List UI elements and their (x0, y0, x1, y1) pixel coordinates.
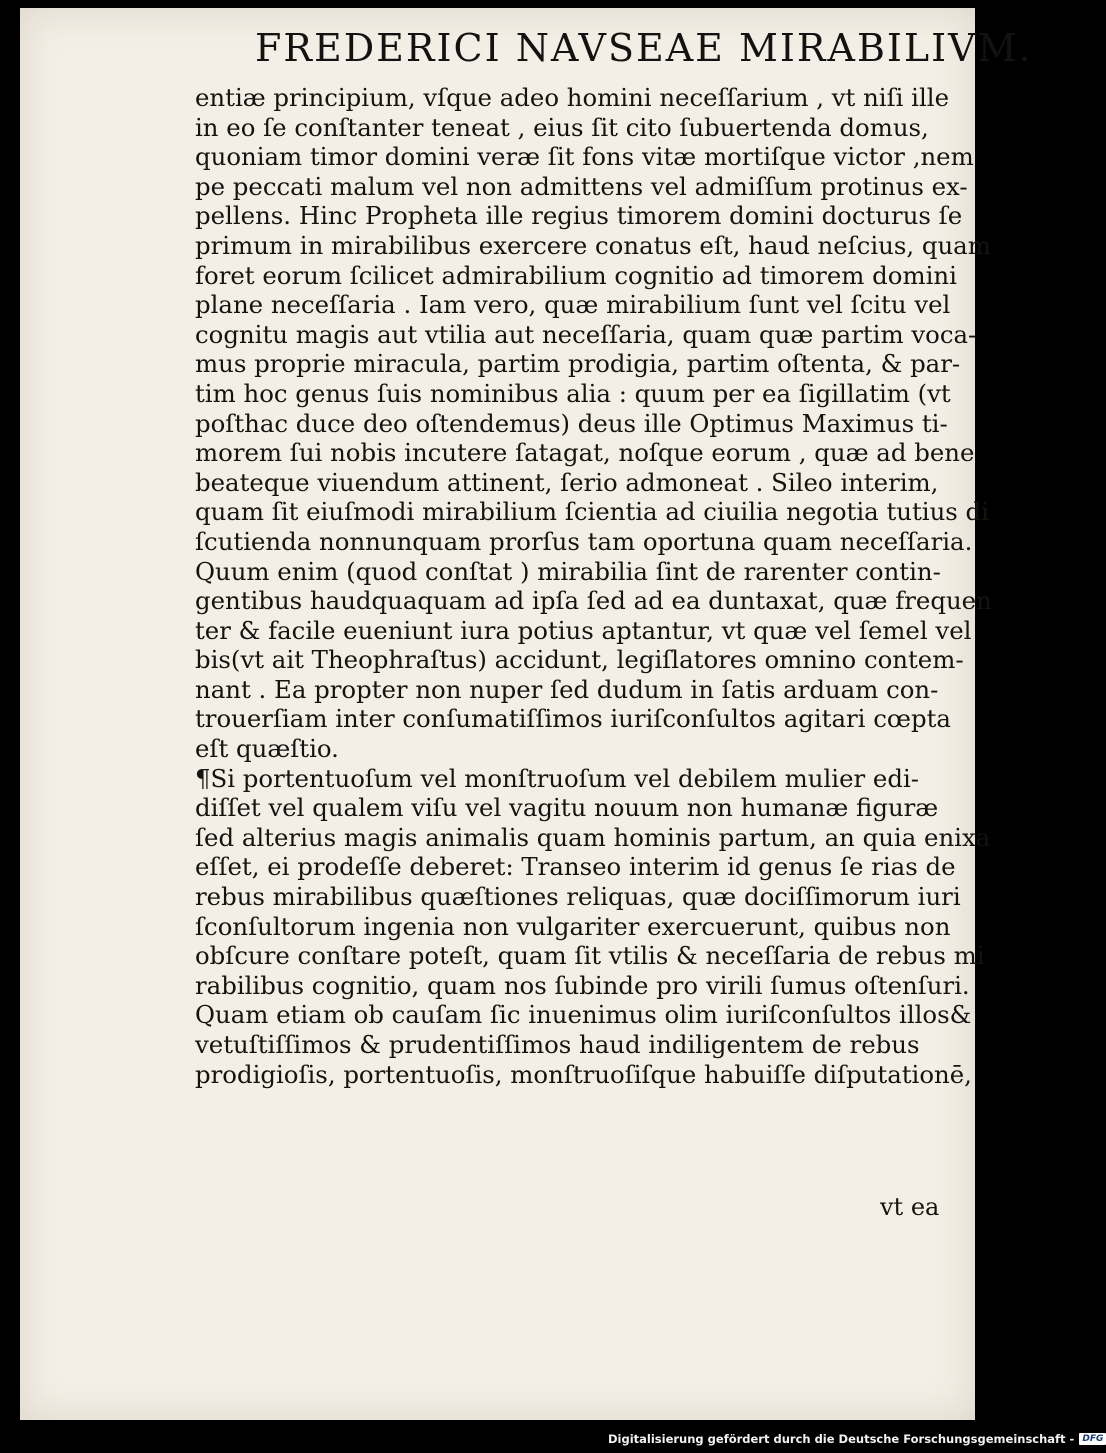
text-line: Quam etiam ob cauſam ſic inuenimus olim iuriſconſultos illos& (195, 1000, 972, 1030)
text-line: tim hoc genus ſuis nominibus alia : quum per ea ſigillatim (vt (195, 378, 951, 408)
text-line: beateque viuendum attinent, ſerio admoneat . Sileo interim, (195, 467, 939, 497)
text-line: obſcure conſtare poteſt, quam ſit vtilis & neceſſaria de rebus mi (195, 941, 985, 971)
text-line: gentibus haudquaquam ad ipſa ſed ad ea duntaxat, quæ frequen (195, 586, 992, 616)
credit-text: Digitalisierung gefördert durch die Deutsche Forschungsgemeinschaft - (608, 1432, 1075, 1446)
text-line: ſed alterius magis animalis quam hominis partum, an quia enixa (195, 822, 991, 852)
book-page (20, 8, 1033, 1420)
text-line: in eo ſe conſtanter teneat , eius ſit cito ſubuertenda domus, (195, 112, 929, 142)
text-line: eſt quæſtio. (195, 734, 339, 764)
text-line: rebus mirabilibus quæſtiones reliquas, quæ dociſſimorum iuri (195, 882, 961, 912)
text-line: nant . Ea propter non nuper ſed dudum in ſatis arduam con- (195, 674, 939, 704)
text-line: pellens. Hinc Propheta ille regius timorem domini docturus ſe (195, 201, 963, 231)
text-line: ſcutienda nonnunquam prorſus tam oportuna quam neceſſaria. (195, 526, 973, 556)
body-text (195, 83, 992, 1089)
text-line: diſſet vel qualem viſu vel vagitu nouum non humanæ figuræ (195, 793, 939, 823)
text-line: foret eorum ſcilicet admirabilium cognitio ad timorem domini (195, 260, 957, 290)
text-line: eſſet, ei prodeſſe deberet: Transeo interim id genus ſe rias de (195, 852, 956, 882)
text-line: vetuſtiſſimos & prudentiſſimos haud indiligentem de rebus (195, 1030, 920, 1059)
text-line: ſconſultorum ingenia non vulgariter exercuerunt, quibus non (195, 911, 951, 941)
text-line: entiæ principium, vſque adeo homini neceſſarium , vt niſi ille (195, 83, 950, 112)
text-line: Quum enim (quod conſtat ) mirabilia ſint de rarenter contin- (195, 556, 941, 586)
text-line: poſthac duce deo oſtendemus) deus ille Optimus Maximus ti- (195, 408, 948, 438)
text-line: quoniam timor domini veræ ſit fons vitæ mortiſque victor ,nem (195, 142, 974, 172)
digitization-credit (608, 1432, 1106, 1446)
text-line: ¶Si portentuoſum vel monſtruoſum vel debilem mulier edi- (195, 763, 920, 793)
text-line: cognitu magis aut vtilia aut neceſſaria, quam quæ partim voca- (195, 319, 977, 349)
dfg-logo-icon: DFG (1079, 1433, 1106, 1445)
text-line: primum in mirabilibus exercere conatus eſt, haud neſcius, quam (195, 230, 991, 260)
text-line: plane neceſſaria . Iam vero, quæ mirabilium ſunt vel ſcitu vel (195, 290, 951, 320)
catchword: vt ea (880, 1193, 940, 1221)
text-line: quam ſit eiuſmodi mirabilium ſcientia ad ciuilia negotia tutius di (195, 497, 989, 527)
text-line: rabilibus cognitio, quam nos ſubinde pro virili ſumus oſtenſuri. (195, 970, 970, 1000)
text-line: prodigioſis, portentuoſis, monſtruoſiſque habuiſſe diſputationē, (195, 1059, 972, 1089)
text-line: ter & facile eueniunt iura potius aptantur, vt quæ vel ſemel vel (195, 615, 972, 645)
text-line: morem ſui nobis incutere ſatagat, noſque eorum , quæ ad bene (195, 438, 975, 468)
text-line: pe peccati malum vel non admittens vel admiſſum protinus ex- (195, 171, 968, 201)
text-line: trouerſiam inter conſumatiſſimos iuriſconſultos agitari cœpta (195, 704, 951, 734)
text-line: mus proprie miracula, partim prodigia, partim oſtenta, & par- (195, 349, 961, 379)
running-header: FREDERICI NAVSEAE MIRABILIVM. (255, 26, 1033, 70)
text-line: bis(vt ait Theophraſtus) accidunt, legiſlatores omnino contem- (195, 645, 964, 675)
